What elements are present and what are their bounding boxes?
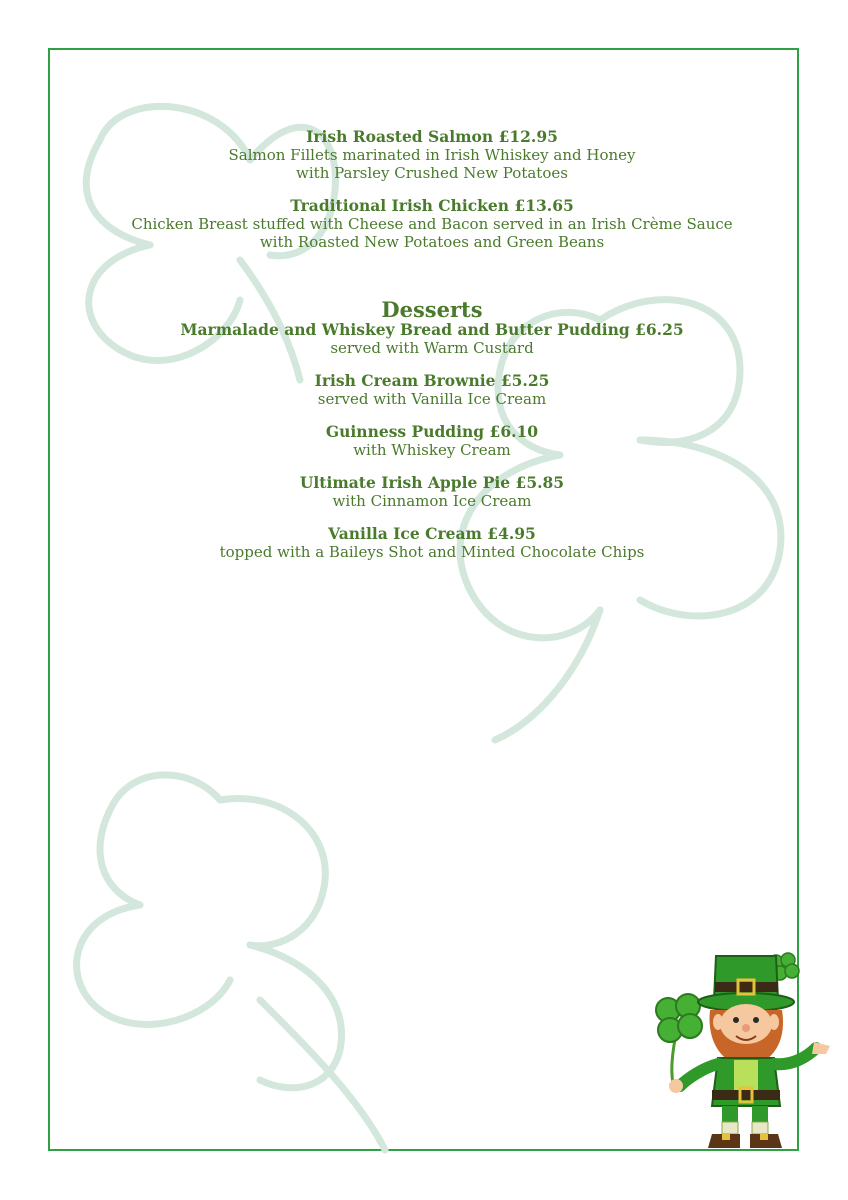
menu-content xyxy=(48,128,816,576)
dessert-item-title: Guinness Pudding £6.10 xyxy=(325,422,539,441)
menu-item-chicken xyxy=(48,197,816,251)
dessert-item-desc: served with Warm Custard xyxy=(330,339,534,357)
menu-item-title: Irish Roasted Salmon £12.95 xyxy=(306,127,558,146)
dessert-item-vanilla-ice-cream xyxy=(48,525,816,561)
dessert-item-desc: with Cinnamon Ice Cream xyxy=(332,492,532,510)
menu-item-desc: Salmon Fillets marinated in Irish Whiskey and Honey xyxy=(228,146,636,164)
dessert-item-desc: served with Vanilla Ice Cream xyxy=(317,390,547,408)
dessert-item-brownie xyxy=(48,372,816,408)
dessert-item-title: Vanilla Ice Cream £4.95 xyxy=(328,524,536,543)
menu-item-title: Traditional Irish Chicken £13.65 xyxy=(290,196,574,215)
dessert-item-title: Marmalade and Whiskey Bread and Butter Pudding £6.25 xyxy=(180,320,684,339)
dessert-item-bread-pudding xyxy=(48,321,816,357)
leprechaun-icon xyxy=(648,938,832,1158)
desserts-heading: Desserts xyxy=(381,297,483,322)
menu-item-desc: with Roasted New Potatoes and Green Beans xyxy=(259,233,605,251)
menu-item-salmon xyxy=(48,128,816,182)
dessert-item-title: Irish Cream Brownie £5.25 xyxy=(314,371,550,390)
dessert-item-desc: topped with a Baileys Shot and Minted Chocolate Chips xyxy=(219,543,645,561)
dessert-item-title: Ultimate Irish Apple Pie £5.85 xyxy=(299,473,565,492)
dessert-item-desc: with Whiskey Cream xyxy=(353,441,511,459)
menu-item-desc: Chicken Breast stuffed with Cheese and Bacon served in an Irish Crème Sauce xyxy=(131,215,733,233)
dessert-item-guinness-pudding xyxy=(48,423,816,459)
menu-item-desc: with Parsley Crushed New Potatoes xyxy=(296,164,568,182)
dessert-item-apple-pie xyxy=(48,474,816,510)
